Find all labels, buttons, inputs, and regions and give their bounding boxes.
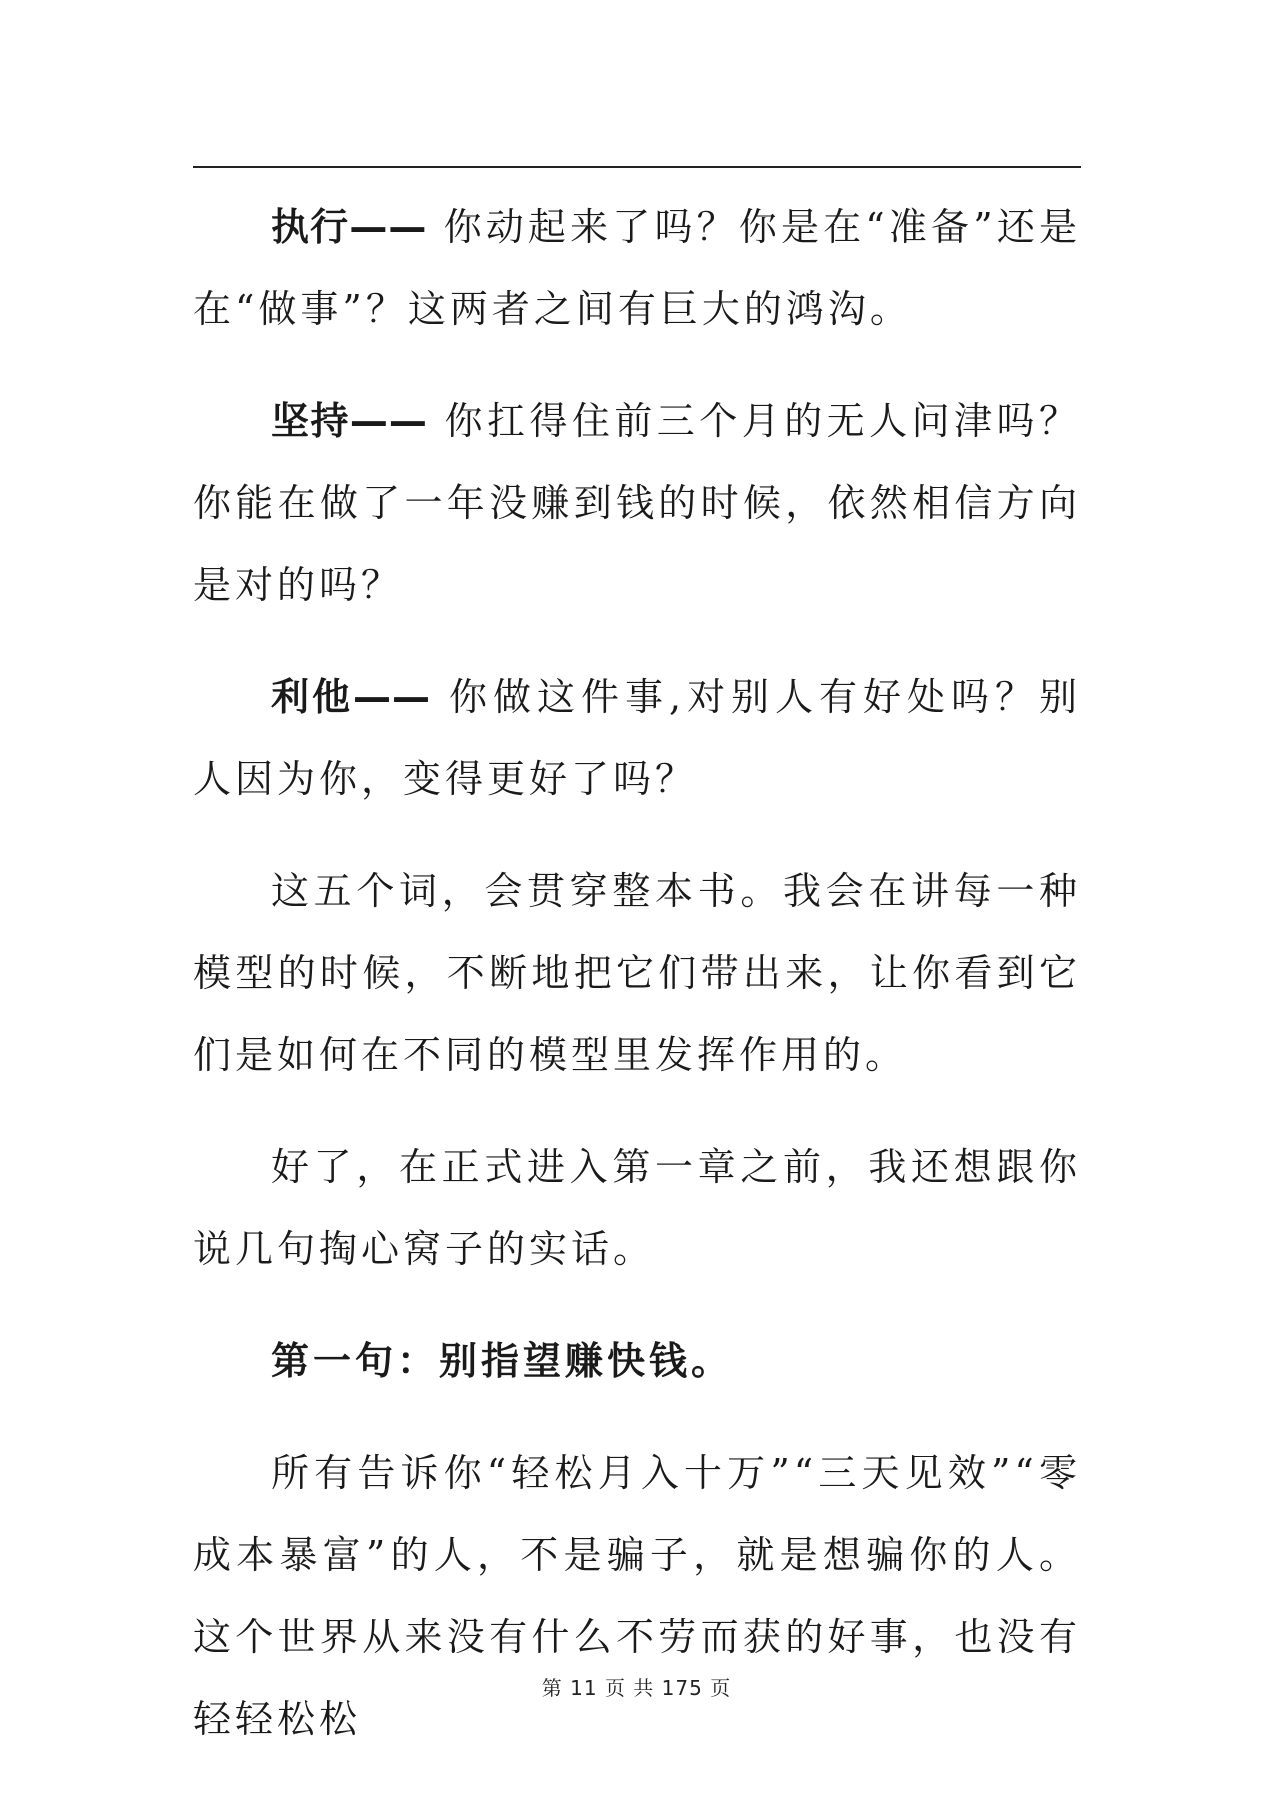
paragraph-text: 你动起来了吗？你是在“准备”还是在“做事”？这两者之间有巨大的鸿沟。: [193, 205, 1081, 331]
paragraph-before-chapter-one: [193, 1126, 1081, 1290]
paragraph-altruism: [193, 656, 1081, 820]
section-heading-first-sentence: [193, 1320, 1081, 1402]
paragraph-persistence: [193, 380, 1081, 626]
paragraph-text: 所有告诉你“轻松月入十万”“三天见效”“零成本暴富”的人，不是骗子，就是想骗你的人。这个世界从来没有什么不劳而获的好事，也没有轻轻松松: [193, 1451, 1081, 1741]
paragraph-text: 你扛得住前三个月的无人问津吗？你能在做了一年没赚到钱的时候，依然相信方向是对的吗？: [193, 399, 1081, 607]
paragraph-text: 你做这件事,对别人有好处吗？别人因为你，变得更好了吗？: [193, 675, 1081, 801]
paragraph-text: 这五个词，会贯穿整本书。我会在讲每一种模型的时候，不断地把它们带出来，让你看到它们是如何在不同的模型里发挥作用的。: [193, 869, 1081, 1077]
document-body: [193, 186, 1081, 1790]
page-number-footer: 第 11 页 共 175 页: [541, 1676, 732, 1700]
paragraph-lead: 坚持——: [271, 399, 428, 443]
paragraph-lead: 利他——: [271, 675, 431, 719]
paragraph-no-quick-money: [193, 1432, 1081, 1760]
paragraph-lead: 执行——: [271, 205, 428, 249]
paragraph-five-words: [193, 850, 1081, 1096]
heading-text: 第一句：别指望赚快钱。: [271, 1338, 734, 1383]
paragraph-execution: [193, 186, 1081, 350]
paragraph-text: 好了，在正式进入第一章之前，我还想跟你说几句掏心窝子的实话。: [193, 1145, 1081, 1271]
header-rule: [193, 166, 1081, 168]
